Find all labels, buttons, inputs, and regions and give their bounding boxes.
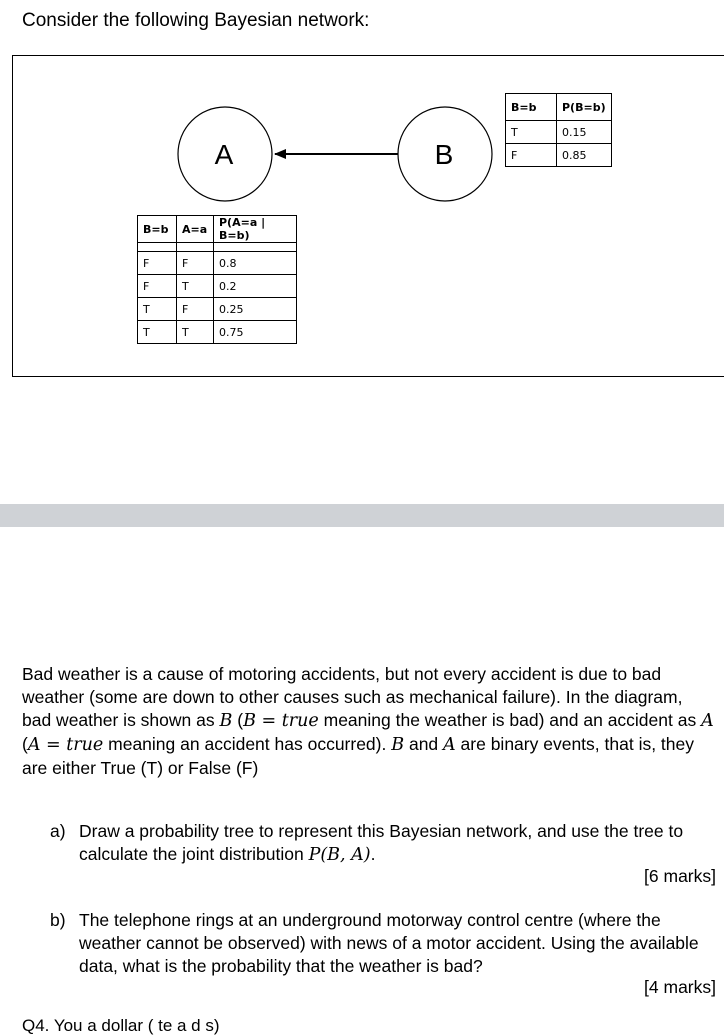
table-cell: T [177, 321, 214, 344]
paragraph-text: ( [22, 734, 28, 754]
paragraph-text: meaning the weather is bad) and an accident as [318, 710, 702, 730]
math-expr: A = true [27, 735, 104, 755]
intro-text: Consider the following Bayesian network: [22, 10, 370, 31]
paragraph-text: are binary events, that is, they are either True (T) or False (F) [22, 734, 695, 778]
paragraph-text: Bad weather is a cause of motoring accidents, but not every accident is due to bad weather (some are down to other causes such as mechanical failure). In the diagram, bad weather is shown as [22, 664, 683, 730]
paragraph-text: and [404, 734, 444, 754]
table-cell: 0.25 [214, 298, 297, 321]
network-diagram [13, 56, 724, 378]
table-cell: 0.85 [557, 144, 612, 167]
table-cell: F [177, 252, 214, 275]
prior-b-table [505, 93, 612, 167]
table-cell: F [177, 298, 214, 321]
question-a-text: Draw a probability tree to represent this Bayesian network, and use the tree to calculate the joint distribution [79, 821, 684, 864]
table-cell: 0.15 [557, 121, 612, 144]
table-cell: F [506, 144, 557, 167]
math-var: B [219, 711, 233, 731]
table-header: B=b [506, 94, 557, 121]
math-var: A [443, 735, 456, 755]
marks-a: [6 marks] [644, 866, 716, 886]
table-cell: F [138, 275, 177, 298]
marks-b: [4 marks] [644, 977, 716, 997]
table-cell: T [138, 298, 177, 321]
question-label: b) [50, 910, 66, 930]
page-separator-bar [0, 504, 724, 527]
conditional-a-table [137, 215, 297, 344]
node-b-label: B [434, 139, 454, 170]
table-cell: 0.75 [214, 321, 297, 344]
table-cell: T [177, 275, 214, 298]
question-text [79, 820, 689, 867]
paragraph-text: meaning an accident has occurred). [103, 734, 392, 754]
table-header: P(A=a | B=b) [214, 216, 297, 243]
question-text: The telephone rings at an underground motorway control centre (where the weather cannot be observed) with news of a motor accident. Using the available data, what is the probability that the weather is bad? [79, 910, 699, 976]
math-expr: B = true [243, 711, 319, 731]
cutoff-text: Q4. You a dollar ( te a d s) [22, 1016, 220, 1035]
bayesian-network-figure [12, 55, 724, 377]
paragraph-text: ( [232, 710, 244, 730]
math-expr: P(B, A) [308, 845, 371, 865]
question-label: a) [50, 821, 66, 841]
math-var: B [391, 735, 405, 755]
table-header: B=b [138, 216, 177, 243]
table-header: P(B=b) [557, 94, 612, 121]
table-cell: 0.8 [214, 252, 297, 275]
table-cell: 0.2 [214, 275, 297, 298]
table-cell: T [138, 321, 177, 344]
question-a-end: . [370, 844, 376, 864]
table-cell: F [138, 252, 177, 275]
table-header: A=a [177, 216, 214, 243]
node-a-label: A [214, 139, 234, 170]
table-cell: T [506, 121, 557, 144]
problem-paragraph [22, 663, 714, 780]
math-var: A [701, 711, 714, 731]
